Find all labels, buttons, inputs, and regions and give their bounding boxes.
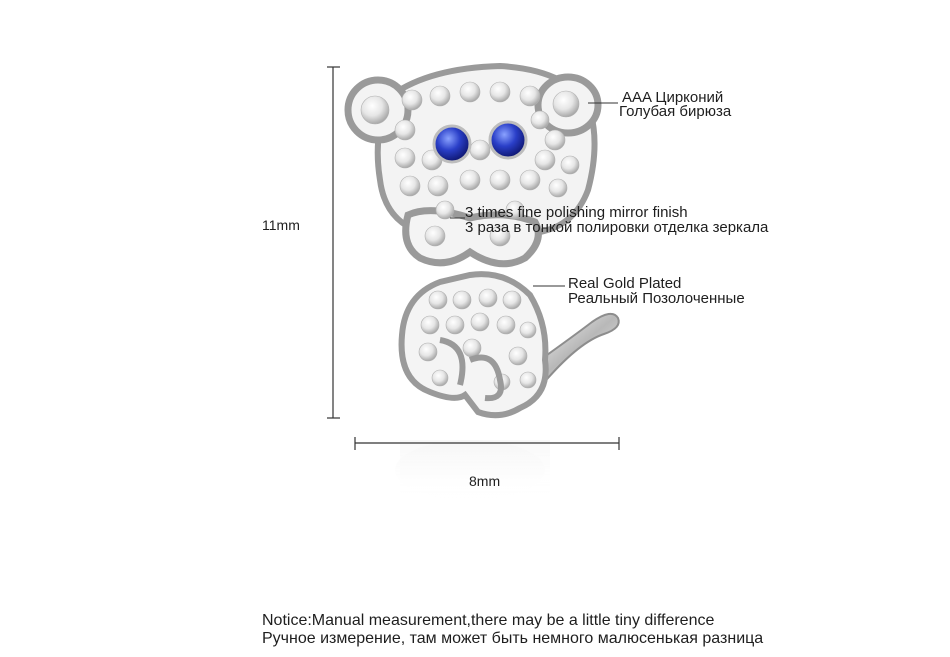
callout-gold-line1: Real Gold Plated xyxy=(568,275,682,292)
tail xyxy=(540,314,619,378)
callout-zircon-line1: AAA Цирконий xyxy=(622,89,724,106)
height-label: 11mm xyxy=(262,217,300,233)
width-label: 8mm xyxy=(469,473,501,489)
reflection xyxy=(395,440,550,500)
notice-line-en: Notice:Manual measurement,there may be a little tiny difference xyxy=(262,612,715,629)
left-eye-stone xyxy=(434,126,470,162)
callout-polish-line2: 3 раза в тонкой полировки отделка зеркала xyxy=(465,219,769,236)
callout-gold-line2: Реальный Позолоченные xyxy=(568,290,745,307)
notice-text xyxy=(262,612,763,648)
callout-polish-line1: 3 times fine polishing mirror finish xyxy=(465,204,688,221)
callout-zircon-line2: Голубая бирюза xyxy=(619,103,732,120)
height-dimension-line xyxy=(327,67,340,418)
right-eye-stone xyxy=(490,122,526,158)
notice-line-ru: Ручное измерение, там может быть немного малюсенькая разница xyxy=(262,630,764,647)
